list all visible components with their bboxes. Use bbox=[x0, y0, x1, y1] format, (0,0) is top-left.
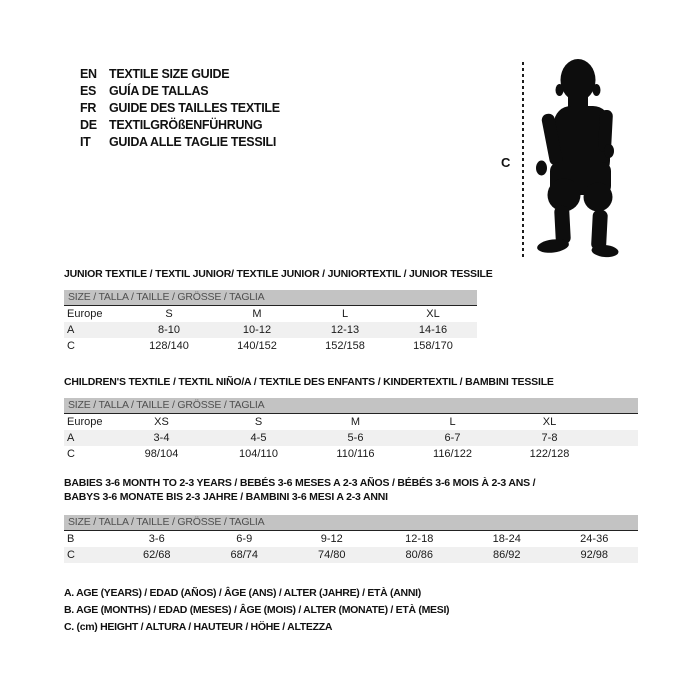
legend bbox=[64, 585, 449, 636]
table-cell: Europe bbox=[67, 308, 103, 320]
table-cell: 110/116 bbox=[336, 448, 375, 460]
table-row bbox=[64, 338, 477, 354]
table-cell: 6-9 bbox=[236, 533, 253, 545]
table-cell: C bbox=[67, 448, 75, 460]
table-cell: 12-13 bbox=[330, 324, 360, 336]
language-label: GUIDA ALLE TAGLIE TESSILI bbox=[109, 135, 277, 149]
table-cell: 7-8 bbox=[541, 432, 558, 444]
table-cell: L bbox=[341, 308, 349, 320]
table-cell: 86/92 bbox=[492, 549, 521, 561]
table-header: SIZE / TALLA / TAILLE / GRÖSSE / TAGLIA bbox=[64, 515, 638, 531]
table-cell: S bbox=[165, 308, 173, 320]
table-cell: 74/80 bbox=[317, 549, 346, 561]
legend-line-a: A. AGE (YEARS) / EDAD (AÑOS) / ÂGE (ANS) / ALTER (JAHRE) / ETÀ (ANNI) bbox=[64, 587, 421, 599]
table-cell: C bbox=[67, 340, 75, 352]
table-title: BABYS 3-6 MONATE BIS 2-3 JAHRE / BAMBINI 3-6 MESI A 2-3 ANNI bbox=[64, 491, 388, 503]
table-cell: 128/140 bbox=[149, 340, 189, 352]
table-cell: 122/128 bbox=[529, 448, 570, 460]
table-title: CHILDREN'S TEXTILE / TEXTIL NIÑO/A / TEXTILE DES ENFANTS / KINDERTEXTIL / BAMBINI TESSILE bbox=[64, 376, 554, 388]
table-cell: 4-5 bbox=[250, 432, 267, 444]
table-cell: M bbox=[252, 308, 262, 320]
table-cell: M bbox=[350, 416, 361, 428]
table-cell: 116/122 bbox=[433, 448, 472, 460]
table-cell: A bbox=[67, 324, 75, 336]
table-cell: 68/74 bbox=[230, 549, 259, 561]
table-cell: 12-18 bbox=[405, 533, 434, 545]
height-marker-label: C bbox=[501, 155, 511, 170]
table-cell: 80/86 bbox=[405, 549, 434, 561]
table-header: SIZE / TALLA / TAILLE / GRÖSSE / TAGLIA bbox=[64, 398, 638, 414]
table-row bbox=[64, 306, 477, 322]
table-row bbox=[64, 531, 638, 547]
table-cell: 10-12 bbox=[242, 324, 272, 336]
table-header: SIZE / TALLA / TAILLE / GRÖSSE / TAGLIA bbox=[64, 290, 477, 306]
language-code: FR bbox=[80, 101, 97, 115]
table-cell: 24-36 bbox=[580, 533, 609, 545]
language-row bbox=[80, 83, 280, 100]
language-label: GUIDE DES TAILLES TEXTILE bbox=[109, 101, 280, 115]
language-row bbox=[80, 66, 280, 83]
language-code: ES bbox=[80, 84, 97, 98]
language-label: TEXTILE SIZE GUIDE bbox=[109, 67, 230, 81]
language-code: EN bbox=[80, 67, 97, 81]
table-cell: 62/68 bbox=[142, 549, 171, 561]
baby-silhouette-icon bbox=[533, 56, 621, 258]
language-row bbox=[80, 117, 280, 134]
babies-size-table bbox=[64, 476, 638, 563]
table-title: JUNIOR TEXTILE / TEXTIL JUNIOR/ TEXTILE JUNIOR / JUNIORTEXTIL / JUNIOR TESSILE bbox=[64, 268, 493, 280]
table-cell: 6-7 bbox=[444, 432, 461, 444]
table-title: BABIES 3-6 MONTH TO 2-3 YEARS / BEBÉS 3-6 MESES A 2-3 AÑOS / BÉBÉS 3-6 MOIS À 2-3 ANS / bbox=[64, 477, 536, 489]
height-dashed-line bbox=[522, 62, 524, 258]
table-cell: A bbox=[67, 432, 75, 444]
table-row bbox=[64, 430, 638, 446]
children-size-table bbox=[64, 375, 638, 462]
language-list bbox=[80, 66, 280, 151]
language-code: IT bbox=[80, 135, 91, 149]
table-cell: S bbox=[254, 416, 263, 428]
table-cell: L bbox=[449, 416, 456, 428]
language-label: GUÍA DE TALLAS bbox=[109, 84, 209, 98]
table-cell: 3-4 bbox=[153, 432, 170, 444]
table-cell: B bbox=[67, 533, 75, 545]
table-cell: 8-10 bbox=[157, 324, 181, 336]
legend-line-c: C. (cm) HEIGHT / ALTURA / HAUTEUR / HÖHE / ALTEZZA bbox=[64, 621, 333, 633]
table-cell: 152/158 bbox=[325, 340, 365, 352]
language-label: TEXTILGRÖßENFÜHRUNG bbox=[109, 118, 263, 132]
table-cell: 98/104 bbox=[144, 448, 179, 460]
table-row bbox=[64, 446, 638, 462]
table-cell: C bbox=[67, 549, 75, 561]
legend-line-b: B. AGE (MONTHS) / EDAD (MESES) / ÂGE (MOIS) / ALTER (MONATE) / ETÀ (MESI) bbox=[64, 604, 450, 616]
table-row bbox=[64, 547, 638, 563]
table-cell: XL bbox=[542, 416, 557, 428]
table-cell: 92/98 bbox=[580, 549, 609, 561]
table-cell: 18-24 bbox=[492, 533, 521, 545]
language-code: DE bbox=[80, 118, 97, 132]
table-cell: 14-16 bbox=[418, 324, 448, 336]
table-cell: 3-6 bbox=[148, 533, 165, 545]
table-cell: 5-6 bbox=[347, 432, 364, 444]
table-cell: 158/170 bbox=[413, 340, 453, 352]
junior-size-table bbox=[64, 267, 493, 354]
table-cell: 104/110 bbox=[239, 448, 278, 460]
table-cell: XS bbox=[154, 416, 169, 428]
table-cell: 140/152 bbox=[237, 340, 277, 352]
language-row bbox=[80, 100, 280, 117]
table-cell: XL bbox=[426, 308, 440, 320]
language-row bbox=[80, 134, 280, 151]
table-row bbox=[64, 322, 477, 338]
table-cell: 9-12 bbox=[320, 533, 343, 545]
table-row bbox=[64, 414, 638, 430]
table-cell: Europe bbox=[67, 416, 103, 428]
